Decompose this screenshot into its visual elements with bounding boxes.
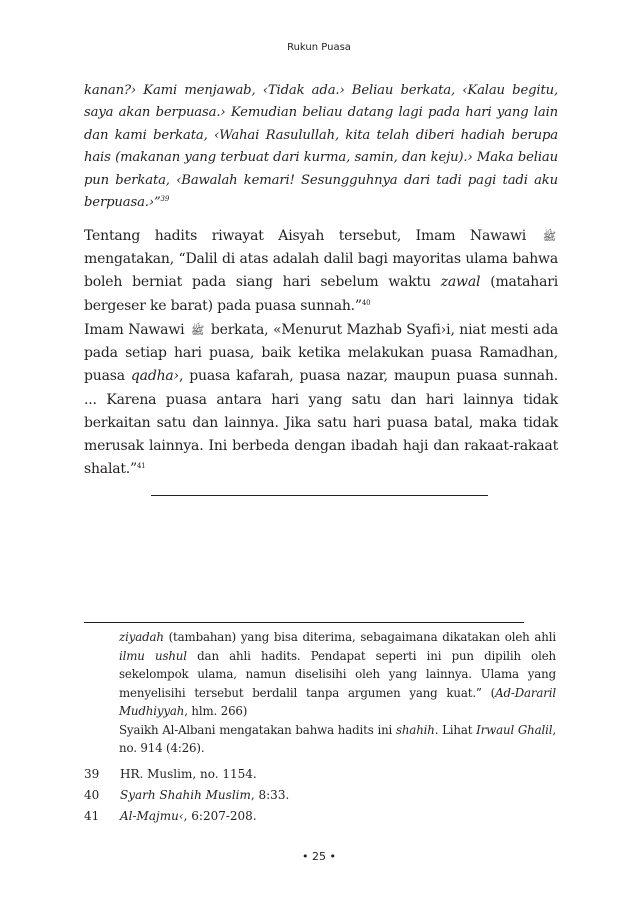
footnote-separator	[84, 622, 524, 623]
term-ilmu-ushul: ilmu ushul	[119, 648, 187, 663]
honorific-glyph: ﷺ	[542, 230, 556, 243]
footnote-text	[120, 806, 556, 827]
footnote-source-detail: , 6:207-208.	[183, 809, 257, 823]
paragraph-nawawi-quote	[84, 319, 558, 481]
fn-text: . Lihat	[434, 722, 473, 737]
fn-text: Syaikh Al-Albani mengatakan bahwa hadits ini	[119, 722, 393, 737]
paragraph2-part1: Imam Nawawi	[84, 322, 185, 338]
footnote-40	[84, 785, 556, 806]
honorific-glyph: ﷺ	[190, 324, 205, 337]
paragraph1-part1: Tentang hadits riwayat Aisyah tersebut, Imam Nawawi	[84, 228, 527, 244]
quote-text: kanan?› Kami menjawab, ‹Tidak ada.› Beliau berkata, ‹Kalau begitu, saya akan berpuasa.› Kemudian beliau datang lagi pada hari yang lain dan kami berkata, ‹Wahai Rasulullah, kita telah diberi hadiah berupa hais (makanan yang terbuat dari kurma, samin, dan keju).› Maka beliau pun berkata, ‹Bawalah kemari! Sesungguhnya dari tadi pagi tadi aku berpuasa.›”	[84, 83, 558, 211]
section-divider	[151, 495, 488, 496]
footnote-source-title: Al-Majmu‹	[120, 809, 184, 823]
paragraph-nawawi-commentary	[84, 225, 558, 318]
footnote-ref-40: 40	[361, 298, 371, 307]
footnote-ref-39: 39	[160, 195, 170, 204]
footnote-continuation-para1	[119, 628, 556, 721]
footnote-source-detail: , 8:33.	[250, 788, 290, 802]
fn-text: , no. 914 (4:26).	[119, 722, 556, 755]
paragraph2-italic-term: qadha›	[130, 368, 179, 385]
footnote-number: 40	[84, 788, 100, 802]
source-title: Ad-Dararil Mudhiyyah	[119, 685, 556, 718]
fn-text: dan ahli hadits. Pendapat seperti ini pun dipilih oleh sekelompok ulama, namun diselisihi oleh yang lainnya. Ulama yang menyelisihi tersebut berdalil tanpa argumen yang kuat.” (	[119, 648, 557, 700]
footnote-39	[84, 764, 556, 785]
footnote-41	[84, 806, 556, 827]
footnote-continuation-para2	[119, 721, 556, 758]
footnote-number: 41	[84, 809, 100, 823]
page-number: • 25 •	[302, 850, 336, 863]
source-title: Irwaul Ghalil	[476, 722, 553, 737]
paragraph2-part2: berkata, «Menurut Mazhab Syafi›i, niat mesti ada pada setiap hari puasa, baik ketika melakukan puasa Ramadhan, puasa	[84, 322, 558, 385]
paragraph1-part3: (matahari bergeser ke barat) pada puasa sunnah.”	[84, 274, 558, 314]
footnote-source-title: Syarh Shahih Muslim	[120, 788, 251, 802]
hadith-quote	[84, 80, 558, 214]
footnote-text	[120, 785, 556, 806]
footnote-number: 39	[84, 767, 100, 781]
paragraph2-part3: , puasa kafarah, puasa nazar, maupun puasa sunnah. ... Karena puasa antara hari yang satu dan hari lainnya tidak berkaitan satu dan lainnya. Jika satu hari puasa batal, maka tidak merusak lainnya. Ini berbeda dengan ibadah haji dan rakaat-rakaat shalat.”	[84, 368, 558, 478]
term-ziyadah: ziyadah	[119, 630, 164, 644]
paragraph1-part2: mengatakan, “Dalil di atas adalah dalil bagi mayoritas ulama bahwa boleh berniat pada siang hari sebelum waktu	[84, 251, 558, 291]
term-shahih: shahih	[395, 722, 435, 737]
paragraph1-italic-term: zawal	[440, 274, 481, 291]
fn-text: , hlm. 266)	[184, 704, 248, 718]
fn-text: (tambahan) yang bisa diterima, sebagaimana dikatakan oleh ahli	[168, 630, 556, 644]
footnote-continuation	[119, 628, 556, 758]
footnote-text: HR. Muslim, no. 1154.	[120, 767, 257, 781]
running-header: Rukun Puasa	[287, 42, 351, 53]
footnote-list	[84, 764, 556, 827]
footnote-ref-41: 41	[137, 462, 146, 471]
